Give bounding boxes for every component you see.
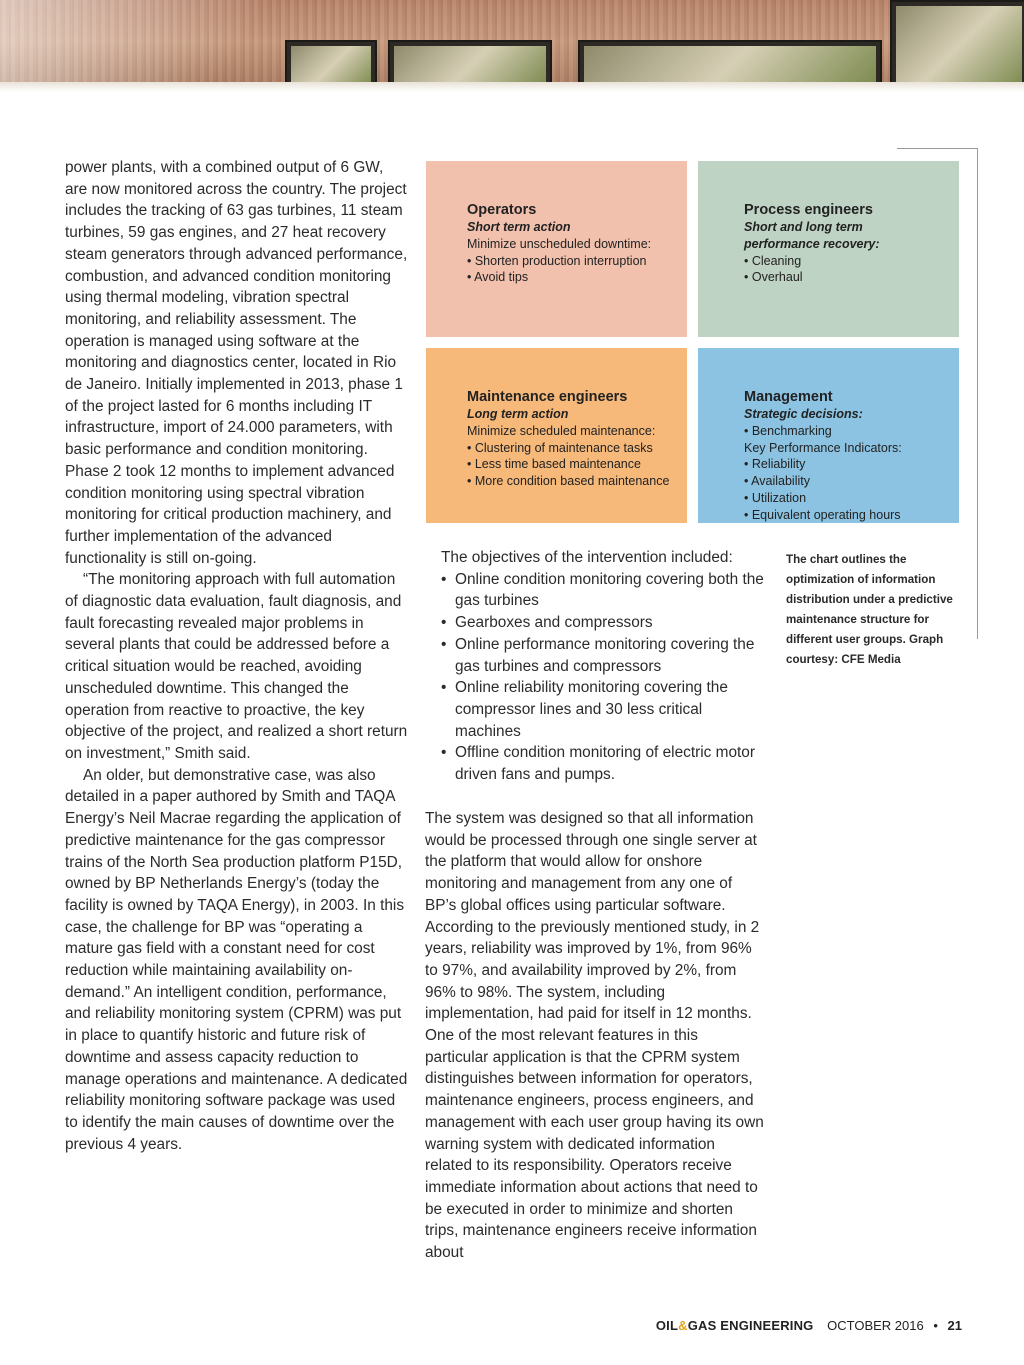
quadrant-line: • Equivalent operating hours	[744, 507, 901, 522]
brand-ampersand: &	[678, 1318, 688, 1333]
quadrant-subtitle: Short and long term performance recovery:	[744, 220, 880, 251]
quadrant-line: • Availability	[744, 474, 810, 489]
quadrant-title: Process engineers	[744, 202, 873, 218]
chart-quadrant-process-engineers	[698, 161, 959, 337]
quadrant-line: • Overhaul	[744, 270, 803, 285]
quadrant-line: Key Performance Indicators:	[744, 440, 902, 455]
quadrant-subtitle: Long term action	[467, 407, 569, 421]
wall-panel	[890, 0, 1024, 92]
body-paragraph: An older, but demonstrative case, was also detailed in a paper authored by Smith and TAQA Energy’s Neil Macrae regarding the application of predictive maintenance for the gas compressor trains of the North Sea production platform P15D, owned by BP Netherlands Energy’s (today the facility is owned by TAQA Energy), in 2003. In this case, the challenge for BP was “operating a mature gas field with a constant need for cost reduction while maintaining availability on-demand.” An intelligent condition, performance, and reliability monitoring system (CPRM) was put in place to quantify historic and future risk of downtime and assess capacity reduction to manage operations and maintenance. A dedicated reliability monitoring software package was used to identify the main causes of downtime over the previous 4 years.	[65, 766, 408, 1153]
quadrant-line: Minimize scheduled maintenance:	[467, 423, 656, 438]
chart-quadrant-maintenance-engineers	[426, 348, 687, 523]
quadrant-line: Minimize unscheduled downtime:	[467, 236, 652, 251]
quadrant-line: • Shorten production interruption	[467, 253, 647, 268]
body-paragraph: power plants, with a combined output of 6 GW, are now monitored across the country. The project includes the tracking of 63 gas turbines, 11 steam turbines, 59 gas engines, and 27 heat recovery steam generators through advanced performance, combustion, and advanced condition monitoring using thermal modeling, vibration spectral monitoring, and reliability assessment. The operation is managed using software at the monitoring and diagnostics center, located in Rio de Janeiro. Initially implemented in 2013, phase 1 of the project lasted for 6 months including IT infrastructure, import of 24.000 parameters, with basic performance and condition monitoring. Phase 2 took 12 months to implement advanced condition monitoring using spectral vibration monitoring for critical production machinery, and further implementation of the advanced functionality is still on-going.	[65, 159, 408, 567]
quadrant-line: • Clustering of maintenance tasks	[467, 440, 653, 455]
quadrant-line: • Utilization	[744, 490, 807, 505]
quadrant-line: • Cleaning	[744, 253, 802, 268]
page-number: 21	[947, 1318, 962, 1333]
issue-date: OCTOBER 2016	[827, 1318, 924, 1333]
page-footer	[656, 1318, 962, 1333]
brand-oil: OIL	[655, 1318, 679, 1333]
header-base	[0, 82, 1024, 92]
chart-quadrant-management	[698, 348, 959, 523]
quadrant-subtitle: Short term action	[467, 220, 571, 234]
objectives-list	[441, 547, 771, 786]
list-item: • Offline condition monitoring of electric motor driven fans and pumps.	[441, 742, 771, 785]
list-item: • Online reliability monitoring covering the compressor lines and 30 less critical machines	[441, 677, 771, 742]
list-item: • Online condition monitoring covering both the gas turbines	[441, 569, 771, 612]
publication-name	[656, 1318, 814, 1333]
article-left-column	[65, 157, 409, 1155]
header-photo	[0, 0, 1024, 92]
quadrant-line: • Avoid tips	[467, 270, 529, 285]
objectives-lead: The objectives of the intervention included:	[441, 549, 733, 566]
quadrant-title: Maintenance engineers	[467, 389, 628, 405]
brand-gas-engineering: GAS ENGINEERING	[687, 1318, 814, 1333]
quadrant-title: Operators	[467, 202, 537, 218]
figure-caption: The chart outlines the optimization of information distribution under a predictive maintenance structure for different user groups. Graph courtesy: CFE Media	[786, 553, 953, 666]
list-item: • Online performance monitoring covering the gas turbines and compressors	[441, 634, 771, 677]
article-middle-column	[425, 808, 765, 1264]
quadrant-line: • More condition based maintenance	[467, 474, 670, 489]
quadrant-line: • Less time based maintenance	[467, 457, 641, 472]
quadrant-subtitle: Strategic decisions:	[744, 407, 863, 421]
body-paragraph: The system was designed so that all information would be processed through one single server at the platform that would allow for onshore monitoring and management from any one of BP’s global offices using particular software. According to the previously mentioned study, in 2 years, reliability was improved by 1%, from 96% to 97%, and availability improved by 2%, from 96% to 98%. The system, including implementation, had paid for itself in 12 months. One of the most relevant features in this particular application is that the CPRM system distinguishes between information for operators, maintenance engineers, process engineers, and management with each user group having its own warning system with dedicated information related to its responsibility. Operators receive immediate information about actions that need to be executed in order to minimize and shorten trips, maintenance engineers receive information about	[425, 810, 764, 1262]
chart-quadrant-operators	[426, 161, 687, 337]
quadrant-title: Management	[744, 389, 833, 405]
list-item: • Gearboxes and compressors	[441, 612, 771, 634]
footer-separator: •	[933, 1318, 938, 1333]
body-paragraph: “The monitoring approach with full automation of diagnostic data evaluation, fault diagnosis, and fault forecasting revealed major problems in several plants that could be addressed before a critical situation would be reached, avoiding unscheduled downtime. This changed the operation from reactive to proactive, the key objective of the project, and realized a short return on investment,” Smith said.	[65, 571, 408, 762]
quadrant-line: • Benchmarking	[744, 423, 832, 438]
ceiling-light	[0, 0, 330, 92]
quadrant-line: • Reliability	[744, 457, 806, 472]
